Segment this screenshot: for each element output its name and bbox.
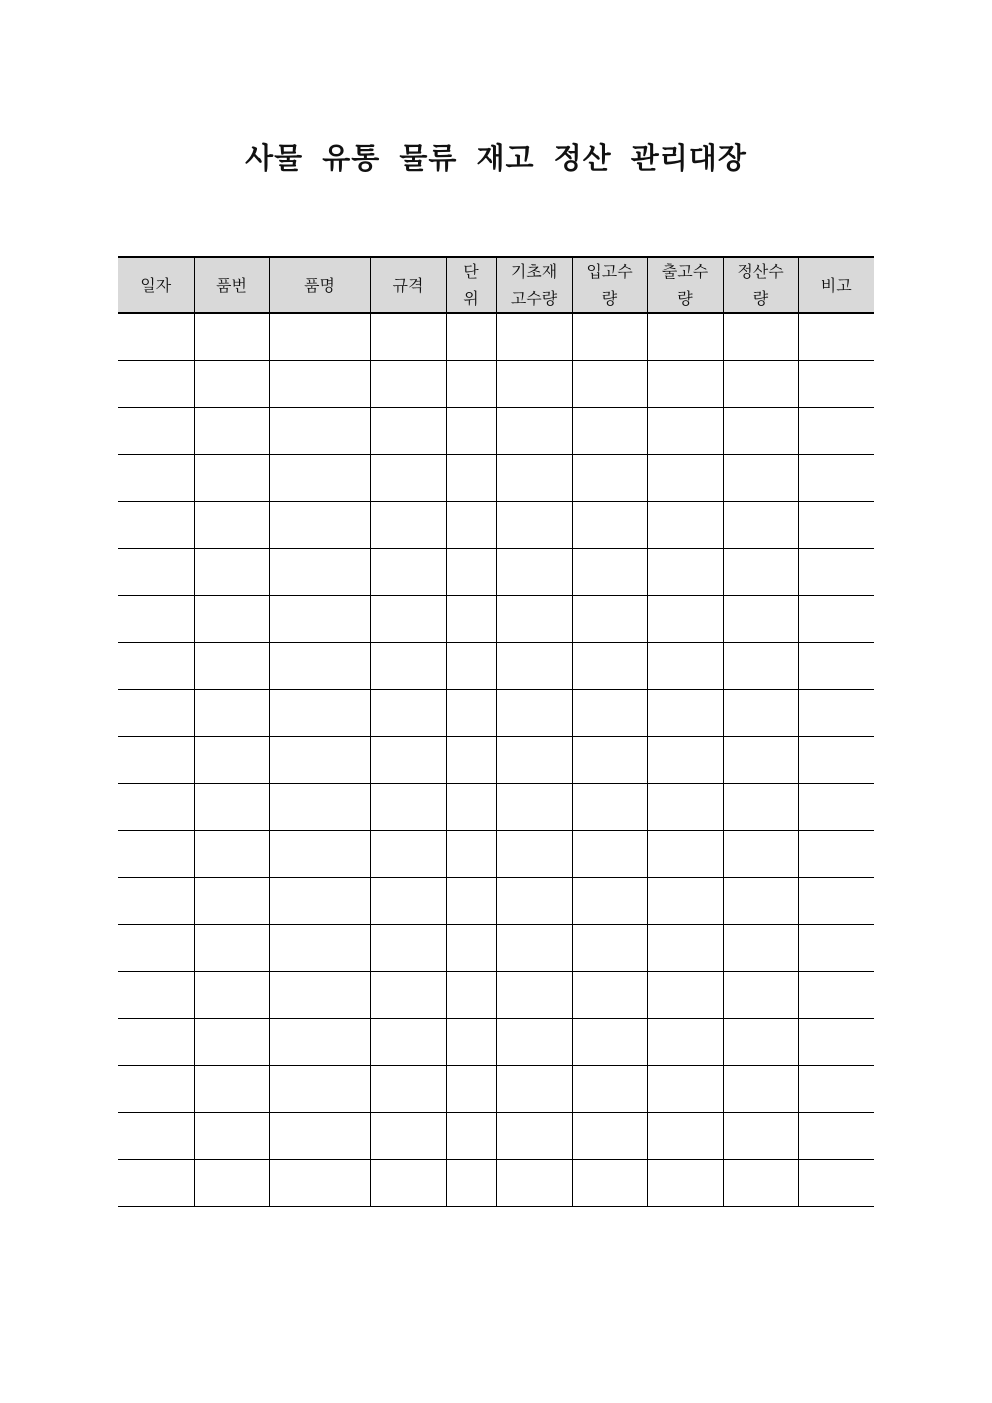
table-cell-in_qty[interactable] xyxy=(572,502,647,549)
table-cell-remarks[interactable] xyxy=(798,972,874,1019)
table-cell-in_qty[interactable] xyxy=(572,643,647,690)
table-cell-unit[interactable] xyxy=(446,925,496,972)
table-cell-remarks[interactable] xyxy=(798,455,874,502)
table-cell-date[interactable] xyxy=(118,784,194,831)
table-row xyxy=(118,596,874,643)
table-cell-date[interactable] xyxy=(118,690,194,737)
ledger-body xyxy=(118,313,874,1207)
table-row xyxy=(118,408,874,455)
table-cell-spec[interactable] xyxy=(370,361,446,408)
table-cell-out_qty[interactable] xyxy=(647,878,723,925)
table-cell-out_qty[interactable] xyxy=(647,1066,723,1113)
column-header-remarks: 비고 xyxy=(798,257,874,313)
table-cell-settle_qty[interactable] xyxy=(723,549,798,596)
table-cell-date[interactable] xyxy=(118,502,194,549)
table-cell-item_no[interactable] xyxy=(194,596,269,643)
table-cell-date[interactable] xyxy=(118,831,194,878)
table-cell-item_no[interactable] xyxy=(194,831,269,878)
table-row xyxy=(118,1160,874,1207)
table-cell-settle_qty[interactable] xyxy=(723,784,798,831)
table-cell-date[interactable] xyxy=(118,1160,194,1207)
table-cell-unit[interactable] xyxy=(446,1066,496,1113)
table-row xyxy=(118,455,874,502)
table-cell-settle_qty[interactable] xyxy=(723,831,798,878)
table-cell-out_qty[interactable] xyxy=(647,502,723,549)
table-cell-unit[interactable] xyxy=(446,408,496,455)
table-cell-spec[interactable] xyxy=(370,784,446,831)
table-cell-spec[interactable] xyxy=(370,972,446,1019)
table-cell-in_qty[interactable] xyxy=(572,455,647,502)
table-cell-item_name[interactable] xyxy=(269,831,370,878)
table-cell-date[interactable] xyxy=(118,1066,194,1113)
table-cell-item_name[interactable] xyxy=(269,361,370,408)
table-cell-out_qty[interactable] xyxy=(647,1160,723,1207)
table-cell-in_qty[interactable] xyxy=(572,1019,647,1066)
table-cell-settle_qty[interactable] xyxy=(723,737,798,784)
table-cell-unit[interactable] xyxy=(446,643,496,690)
table-cell-opening_qty[interactable] xyxy=(496,1066,572,1113)
table-cell-item_name[interactable] xyxy=(269,313,370,361)
column-header-opening-qty: 기초재 고수량 xyxy=(496,257,572,313)
table-row xyxy=(118,361,874,408)
table-row xyxy=(118,878,874,925)
table-cell-in_qty[interactable] xyxy=(572,1160,647,1207)
table-cell-item_name[interactable] xyxy=(269,549,370,596)
table-cell-spec[interactable] xyxy=(370,878,446,925)
column-header-item-no: 품번 xyxy=(194,257,269,313)
table-cell-opening_qty[interactable] xyxy=(496,313,572,361)
table-cell-date[interactable] xyxy=(118,596,194,643)
table-cell-out_qty[interactable] xyxy=(647,1113,723,1160)
table-cell-settle_qty[interactable] xyxy=(723,361,798,408)
table-cell-item_no[interactable] xyxy=(194,690,269,737)
table-cell-opening_qty[interactable] xyxy=(496,925,572,972)
table-cell-item_no[interactable] xyxy=(194,925,269,972)
table-row xyxy=(118,313,874,361)
table-cell-settle_qty[interactable] xyxy=(723,972,798,1019)
table-cell-settle_qty[interactable] xyxy=(723,1019,798,1066)
column-header-unit: 단 위 xyxy=(446,257,496,313)
table-cell-remarks[interactable] xyxy=(798,878,874,925)
table-cell-unit[interactable] xyxy=(446,1160,496,1207)
table-cell-settle_qty[interactable] xyxy=(723,1160,798,1207)
table-row xyxy=(118,549,874,596)
table-cell-unit[interactable] xyxy=(446,878,496,925)
table-cell-remarks[interactable] xyxy=(798,643,874,690)
table-cell-in_qty[interactable] xyxy=(572,831,647,878)
table-cell-out_qty[interactable] xyxy=(647,361,723,408)
table-cell-settle_qty[interactable] xyxy=(723,313,798,361)
table-cell-remarks[interactable] xyxy=(798,1066,874,1113)
table-cell-remarks[interactable] xyxy=(798,361,874,408)
table-cell-date[interactable] xyxy=(118,455,194,502)
table-cell-item_no[interactable] xyxy=(194,1113,269,1160)
table-cell-out_qty[interactable] xyxy=(647,831,723,878)
table-cell-opening_qty[interactable] xyxy=(496,455,572,502)
table-cell-unit[interactable] xyxy=(446,502,496,549)
table-cell-item_name[interactable] xyxy=(269,455,370,502)
table-cell-settle_qty[interactable] xyxy=(723,455,798,502)
table-cell-date[interactable] xyxy=(118,1019,194,1066)
table-cell-remarks[interactable] xyxy=(798,313,874,361)
table-cell-opening_qty[interactable] xyxy=(496,361,572,408)
table-cell-out_qty[interactable] xyxy=(647,313,723,361)
table-cell-opening_qty[interactable] xyxy=(496,502,572,549)
table-cell-item_no[interactable] xyxy=(194,408,269,455)
table-cell-item_name[interactable] xyxy=(269,784,370,831)
table-cell-in_qty[interactable] xyxy=(572,690,647,737)
table-cell-item_no[interactable] xyxy=(194,737,269,784)
table-cell-item_no[interactable] xyxy=(194,643,269,690)
table-cell-item_name[interactable] xyxy=(269,878,370,925)
table-cell-unit[interactable] xyxy=(446,455,496,502)
table-cell-item_no[interactable] xyxy=(194,1066,269,1113)
table-cell-out_qty[interactable] xyxy=(647,784,723,831)
table-cell-item_name[interactable] xyxy=(269,1113,370,1160)
table-cell-spec[interactable] xyxy=(370,925,446,972)
table-cell-remarks[interactable] xyxy=(798,408,874,455)
table-cell-spec[interactable] xyxy=(370,549,446,596)
table-cell-in_qty[interactable] xyxy=(572,1066,647,1113)
table-cell-settle_qty[interactable] xyxy=(723,690,798,737)
table-cell-remarks[interactable] xyxy=(798,502,874,549)
table-cell-in_qty[interactable] xyxy=(572,784,647,831)
table-cell-item_no[interactable] xyxy=(194,784,269,831)
table-cell-in_qty[interactable] xyxy=(572,361,647,408)
column-header-date: 일자 xyxy=(118,257,194,313)
page-title: 사물 유통 물류 재고 정산 관리대장 xyxy=(245,141,747,175)
table-cell-settle_qty[interactable] xyxy=(723,596,798,643)
table-cell-unit[interactable] xyxy=(446,361,496,408)
table-cell-out_qty[interactable] xyxy=(647,643,723,690)
table-cell-remarks[interactable] xyxy=(798,925,874,972)
table-cell-in_qty[interactable] xyxy=(572,1113,647,1160)
table-cell-unit[interactable] xyxy=(446,596,496,643)
table-row xyxy=(118,972,874,1019)
table-cell-settle_qty[interactable] xyxy=(723,502,798,549)
table-cell-out_qty[interactable] xyxy=(647,455,723,502)
table-cell-out_qty[interactable] xyxy=(647,690,723,737)
table-row xyxy=(118,737,874,784)
table-row xyxy=(118,1113,874,1160)
table-cell-item_name[interactable] xyxy=(269,643,370,690)
table-row xyxy=(118,831,874,878)
table-cell-unit[interactable] xyxy=(446,549,496,596)
table-cell-date[interactable] xyxy=(118,878,194,925)
header-row xyxy=(118,257,874,313)
table-cell-opening_qty[interactable] xyxy=(496,1113,572,1160)
table-cell-date[interactable] xyxy=(118,737,194,784)
table-cell-out_qty[interactable] xyxy=(647,596,723,643)
table-cell-remarks[interactable] xyxy=(798,1160,874,1207)
table-cell-spec[interactable] xyxy=(370,408,446,455)
table-row xyxy=(118,925,874,972)
table-cell-opening_qty[interactable] xyxy=(496,596,572,643)
table-row xyxy=(118,1066,874,1113)
table-cell-item_no[interactable] xyxy=(194,1160,269,1207)
table-cell-settle_qty[interactable] xyxy=(723,408,798,455)
table-cell-opening_qty[interactable] xyxy=(496,643,572,690)
table-cell-item_name[interactable] xyxy=(269,1019,370,1066)
table-cell-in_qty[interactable] xyxy=(572,596,647,643)
table-cell-date[interactable] xyxy=(118,361,194,408)
table-cell-remarks[interactable] xyxy=(798,549,874,596)
table-cell-opening_qty[interactable] xyxy=(496,878,572,925)
table-cell-opening_qty[interactable] xyxy=(496,1019,572,1066)
table-cell-opening_qty[interactable] xyxy=(496,408,572,455)
table-cell-date[interactable] xyxy=(118,408,194,455)
table-cell-item_no[interactable] xyxy=(194,502,269,549)
table-row xyxy=(118,784,874,831)
table-cell-item_name[interactable] xyxy=(269,1066,370,1113)
table-row xyxy=(118,643,874,690)
table-cell-opening_qty[interactable] xyxy=(496,972,572,1019)
table-cell-opening_qty[interactable] xyxy=(496,784,572,831)
table-cell-item_no[interactable] xyxy=(194,313,269,361)
table-cell-spec[interactable] xyxy=(370,1066,446,1113)
table-cell-item_name[interactable] xyxy=(269,596,370,643)
table-cell-spec[interactable] xyxy=(370,690,446,737)
table-cell-date[interactable] xyxy=(118,549,194,596)
table-cell-unit[interactable] xyxy=(446,831,496,878)
table-cell-item_name[interactable] xyxy=(269,690,370,737)
table-cell-remarks[interactable] xyxy=(798,596,874,643)
table-cell-out_qty[interactable] xyxy=(647,737,723,784)
table-cell-remarks[interactable] xyxy=(798,737,874,784)
table-cell-remarks[interactable] xyxy=(798,690,874,737)
column-header-settle-qty: 정산수 량 xyxy=(723,257,798,313)
table-cell-unit[interactable] xyxy=(446,1019,496,1066)
table-cell-settle_qty[interactable] xyxy=(723,643,798,690)
table-cell-spec[interactable] xyxy=(370,643,446,690)
table-cell-item_no[interactable] xyxy=(194,878,269,925)
table-cell-item_name[interactable] xyxy=(269,1160,370,1207)
table-cell-remarks[interactable] xyxy=(798,1019,874,1066)
table-cell-item_name[interactable] xyxy=(269,408,370,455)
table-cell-unit[interactable] xyxy=(446,784,496,831)
table-cell-in_qty[interactable] xyxy=(572,925,647,972)
table-cell-remarks[interactable] xyxy=(798,784,874,831)
table-cell-item_name[interactable] xyxy=(269,502,370,549)
table-cell-date[interactable] xyxy=(118,1113,194,1160)
table-cell-opening_qty[interactable] xyxy=(496,690,572,737)
column-header-out-qty: 출고수 량 xyxy=(647,257,723,313)
table-cell-in_qty[interactable] xyxy=(572,737,647,784)
table-cell-date[interactable] xyxy=(118,643,194,690)
column-header-in-qty: 입고수 량 xyxy=(572,257,647,313)
table-cell-settle_qty[interactable] xyxy=(723,1066,798,1113)
table-cell-spec[interactable] xyxy=(370,1160,446,1207)
table-cell-date[interactable] xyxy=(118,925,194,972)
table-cell-opening_qty[interactable] xyxy=(496,549,572,596)
table-cell-spec[interactable] xyxy=(370,455,446,502)
table-cell-out_qty[interactable] xyxy=(647,1019,723,1066)
table-cell-item_no[interactable] xyxy=(194,455,269,502)
table-cell-in_qty[interactable] xyxy=(572,313,647,361)
table-cell-date[interactable] xyxy=(118,972,194,1019)
table-cell-out_qty[interactable] xyxy=(647,972,723,1019)
table-cell-spec[interactable] xyxy=(370,1113,446,1160)
table-cell-remarks[interactable] xyxy=(798,1113,874,1160)
table-cell-spec[interactable] xyxy=(370,313,446,361)
table-cell-date[interactable] xyxy=(118,313,194,361)
table-cell-out_qty[interactable] xyxy=(647,925,723,972)
table-cell-remarks[interactable] xyxy=(798,831,874,878)
table-cell-settle_qty[interactable] xyxy=(723,878,798,925)
table-cell-spec[interactable] xyxy=(370,1019,446,1066)
table-cell-out_qty[interactable] xyxy=(647,549,723,596)
table-cell-unit[interactable] xyxy=(446,690,496,737)
table-cell-opening_qty[interactable] xyxy=(496,831,572,878)
table-cell-opening_qty[interactable] xyxy=(496,737,572,784)
table-cell-spec[interactable] xyxy=(370,502,446,549)
table-cell-settle_qty[interactable] xyxy=(723,925,798,972)
table-cell-item_name[interactable] xyxy=(269,737,370,784)
table-cell-item_no[interactable] xyxy=(194,549,269,596)
table-cell-item_no[interactable] xyxy=(194,1019,269,1066)
table-cell-unit[interactable] xyxy=(446,737,496,784)
column-header-spec: 규격 xyxy=(370,257,446,313)
table-cell-in_qty[interactable] xyxy=(572,972,647,1019)
table-cell-in_qty[interactable] xyxy=(572,408,647,455)
table-cell-unit[interactable] xyxy=(446,1113,496,1160)
table-cell-unit[interactable] xyxy=(446,972,496,1019)
table-row xyxy=(118,690,874,737)
table-cell-item_no[interactable] xyxy=(194,361,269,408)
table-cell-item_name[interactable] xyxy=(269,972,370,1019)
table-cell-spec[interactable] xyxy=(370,737,446,784)
table-cell-opening_qty[interactable] xyxy=(496,1160,572,1207)
table-cell-settle_qty[interactable] xyxy=(723,1113,798,1160)
table-cell-out_qty[interactable] xyxy=(647,408,723,455)
table-cell-item_name[interactable] xyxy=(269,925,370,972)
table-cell-spec[interactable] xyxy=(370,831,446,878)
inventory-ledger-table xyxy=(118,256,874,1207)
table-cell-in_qty[interactable] xyxy=(572,549,647,596)
table-row xyxy=(118,502,874,549)
table-cell-item_no[interactable] xyxy=(194,972,269,1019)
table-cell-spec[interactable] xyxy=(370,596,446,643)
table-cell-unit[interactable] xyxy=(446,313,496,361)
table-cell-in_qty[interactable] xyxy=(572,878,647,925)
table-row xyxy=(118,1019,874,1066)
column-header-item-name: 품명 xyxy=(269,257,370,313)
